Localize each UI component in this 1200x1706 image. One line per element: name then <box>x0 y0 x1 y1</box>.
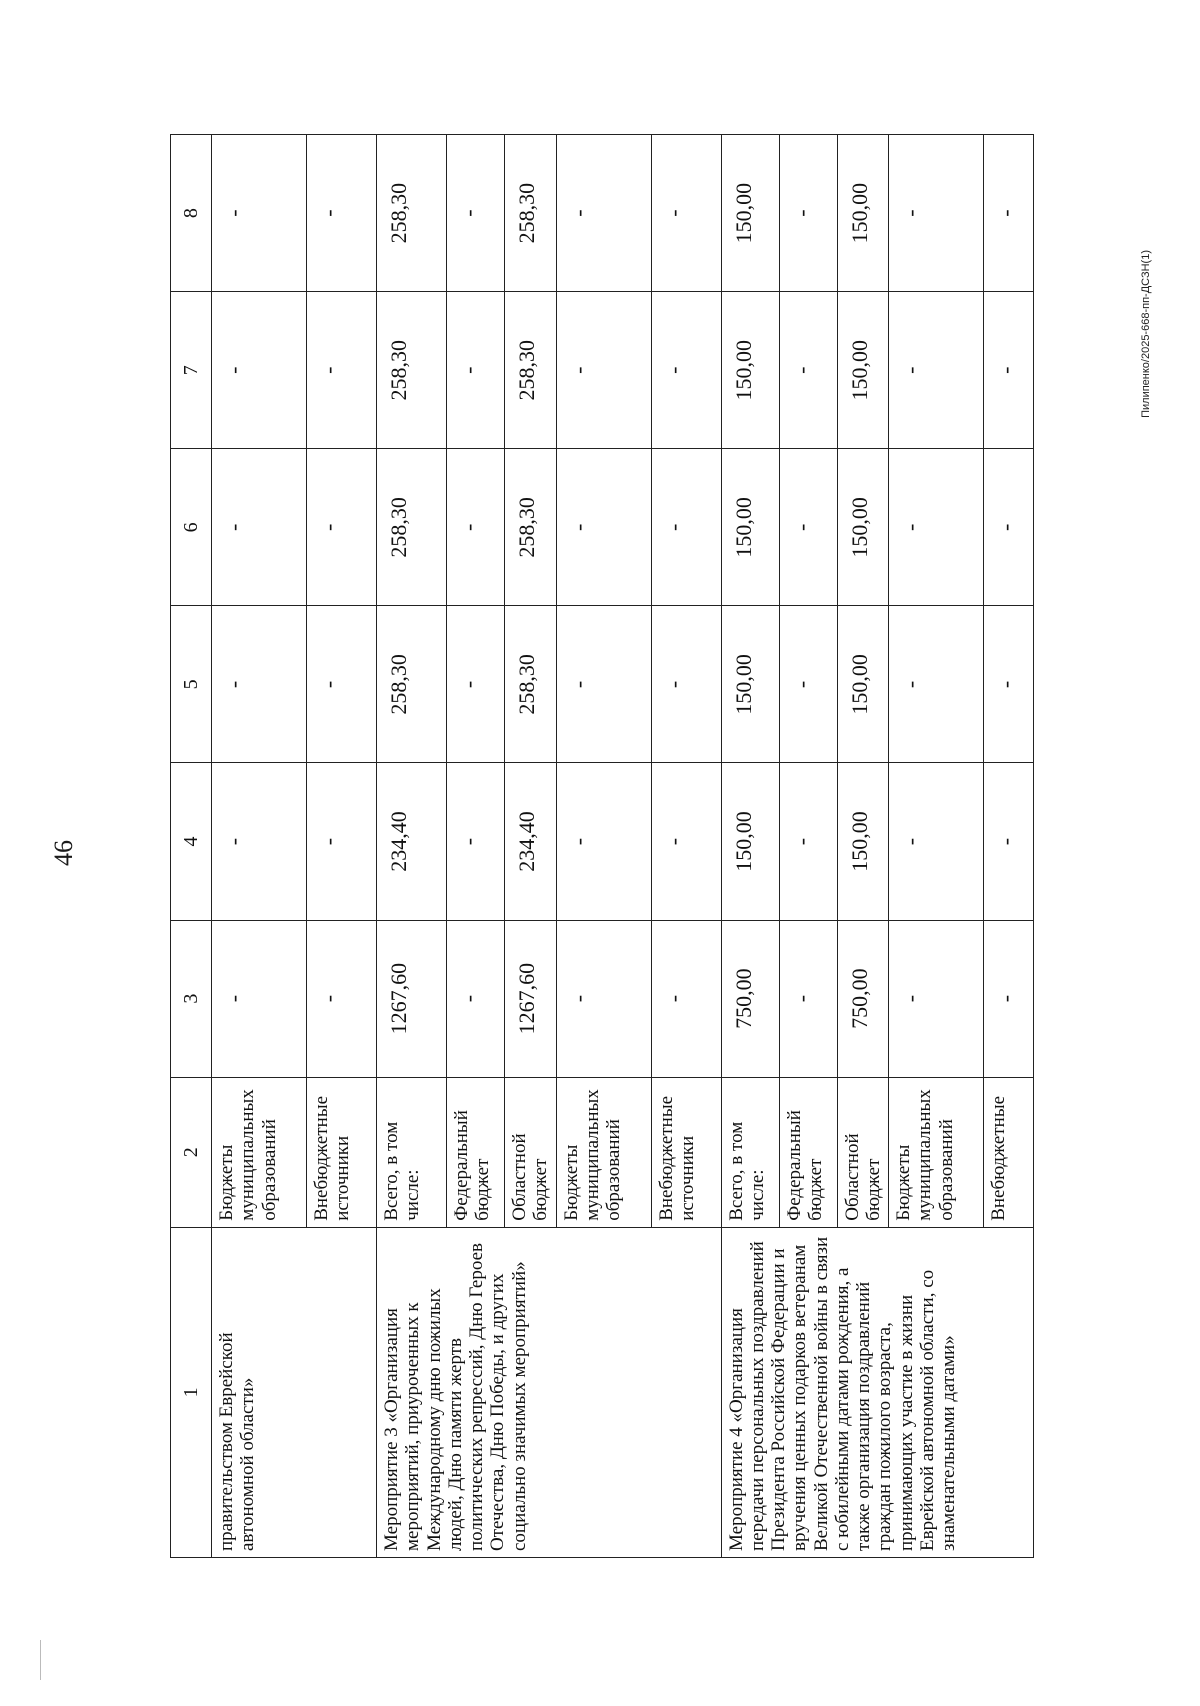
funding-source-cell: Внебюджетные источники <box>651 1077 721 1227</box>
amount-cell: - <box>984 606 1034 763</box>
header-cell: 2 <box>171 1077 212 1227</box>
amount-cell: 1267,60 <box>377 920 447 1077</box>
amount-cell: - <box>651 920 721 1077</box>
activity-description-cell: правительством Еврейской автономной области» <box>212 1227 377 1557</box>
amount-cell: - <box>779 449 837 606</box>
amount-cell: - <box>984 920 1034 1077</box>
amount-cell: 150,00 <box>837 606 889 763</box>
header-cell: 4 <box>171 763 212 920</box>
amount-cell: 258,30 <box>505 449 557 606</box>
amount-cell: - <box>447 292 505 449</box>
amount-cell: 150,00 <box>837 763 889 920</box>
amount-cell: - <box>447 606 505 763</box>
amount-cell: - <box>307 920 377 1077</box>
amount-cell: - <box>889 449 984 606</box>
amount-cell: - <box>556 606 651 763</box>
amount-cell: - <box>212 606 307 763</box>
amount-cell: - <box>984 292 1034 449</box>
amount-cell: - <box>984 763 1034 920</box>
amount-cell: 258,30 <box>505 606 557 763</box>
funding-source-cell: Всего, в том числе: <box>377 1077 447 1227</box>
amount-cell: - <box>556 449 651 606</box>
funding-source-cell: Бюджеты муниципальных образований <box>556 1077 651 1227</box>
amount-cell: - <box>779 920 837 1077</box>
amount-cell: 150,00 <box>721 606 779 763</box>
amount-cell: 258,30 <box>505 292 557 449</box>
amount-cell: - <box>779 292 837 449</box>
table-row <box>212 135 307 1558</box>
amount-cell: - <box>447 920 505 1077</box>
amount-cell: 258,30 <box>377 606 447 763</box>
amount-cell: - <box>447 449 505 606</box>
amount-cell: - <box>556 292 651 449</box>
amount-cell: - <box>779 763 837 920</box>
amount-cell: - <box>307 292 377 449</box>
table-row <box>377 135 447 1558</box>
amount-cell: - <box>556 135 651 292</box>
amount-cell: - <box>651 449 721 606</box>
header-cell: 6 <box>171 449 212 606</box>
table-row <box>721 135 779 1558</box>
funding-source-cell: Всего, в том числе: <box>721 1077 779 1227</box>
header-cell: 8 <box>171 135 212 292</box>
amount-cell: - <box>307 449 377 606</box>
amount-cell: - <box>889 292 984 449</box>
amount-cell: - <box>307 763 377 920</box>
funding-source-cell: Бюджеты муниципальных образований <box>212 1077 307 1227</box>
amount-cell: - <box>889 920 984 1077</box>
budget-table <box>170 134 1034 1558</box>
funding-source-cell: Областной бюджет <box>837 1077 889 1227</box>
amount-cell: - <box>212 292 307 449</box>
amount-cell: - <box>889 135 984 292</box>
scan-artifact <box>40 1640 41 1680</box>
amount-cell: - <box>307 606 377 763</box>
header-cell: 3 <box>171 920 212 1077</box>
amount-cell: - <box>651 292 721 449</box>
amount-cell: 234,40 <box>377 763 447 920</box>
amount-cell: - <box>779 135 837 292</box>
amount-cell: - <box>307 135 377 292</box>
amount-cell: 150,00 <box>721 135 779 292</box>
funding-source-cell: Внебюджетные <box>984 1077 1034 1227</box>
document-code-text: Пилипенко/2025-668-пп-ДСЗН(1) <box>1140 250 1152 418</box>
amount-cell: - <box>651 763 721 920</box>
amount-cell: - <box>447 763 505 920</box>
amount-cell: - <box>889 606 984 763</box>
funding-source-cell: Бюджеты муниципальных образований <box>889 1077 984 1227</box>
amount-cell: - <box>212 763 307 920</box>
amount-cell: 258,30 <box>377 449 447 606</box>
activity-description-cell: Мероприятие 4 «Организация передачи персональных поздравлений Президента Российской Федерации и вручения ценных подарков ветеранам Великой Отечественной войны в связи с юбилейными датами рождения, а также организация поздравлений граждан пожилого возраста, принимающих участие в жизни Еврейской автономной области, со знаменательными датами» <box>721 1227 1034 1557</box>
table-header-row <box>171 135 212 1558</box>
budget-table-container <box>170 134 1032 1558</box>
amount-cell: 150,00 <box>721 449 779 606</box>
amount-cell: - <box>212 449 307 606</box>
amount-cell: 150,00 <box>837 292 889 449</box>
amount-cell: - <box>984 135 1034 292</box>
funding-source-cell: Областной бюджет <box>505 1077 557 1227</box>
amount-cell: 750,00 <box>837 920 889 1077</box>
amount-cell: - <box>556 763 651 920</box>
header-cell: 1 <box>171 1227 212 1557</box>
amount-cell: - <box>651 606 721 763</box>
amount-cell: - <box>212 920 307 1077</box>
header-cell: 7 <box>171 292 212 449</box>
amount-cell: 258,30 <box>505 135 557 292</box>
amount-cell: 234,40 <box>505 763 557 920</box>
activity-description-cell: Мероприятие 3 «Организация мероприятий, приуроченных к Международному дню пожилых людей, Дню памяти жертв политических репрессий, Дню Героев Отечества, Дню Победы, и других социально значимых мероприятий» <box>377 1227 722 1557</box>
funding-source-cell: Внебюджетные источники <box>307 1077 377 1227</box>
amount-cell: 1267,60 <box>505 920 557 1077</box>
funding-source-cell: Федеральный бюджет <box>779 1077 837 1227</box>
amount-cell: - <box>889 763 984 920</box>
amount-cell: 750,00 <box>721 920 779 1077</box>
amount-cell: 150,00 <box>721 763 779 920</box>
amount-cell: - <box>447 135 505 292</box>
amount-cell: 258,30 <box>377 292 447 449</box>
amount-cell: 258,30 <box>377 135 447 292</box>
funding-source-cell: Федеральный бюджет <box>447 1077 505 1227</box>
header-cell: 5 <box>171 606 212 763</box>
amount-cell: 150,00 <box>837 135 889 292</box>
amount-cell: 150,00 <box>837 449 889 606</box>
amount-cell: 150,00 <box>721 292 779 449</box>
amount-cell: - <box>212 135 307 292</box>
amount-cell: - <box>984 449 1034 606</box>
amount-cell: - <box>556 920 651 1077</box>
amount-cell: - <box>779 606 837 763</box>
amount-cell: - <box>651 135 721 292</box>
page-number: 46 <box>49 840 78 866</box>
